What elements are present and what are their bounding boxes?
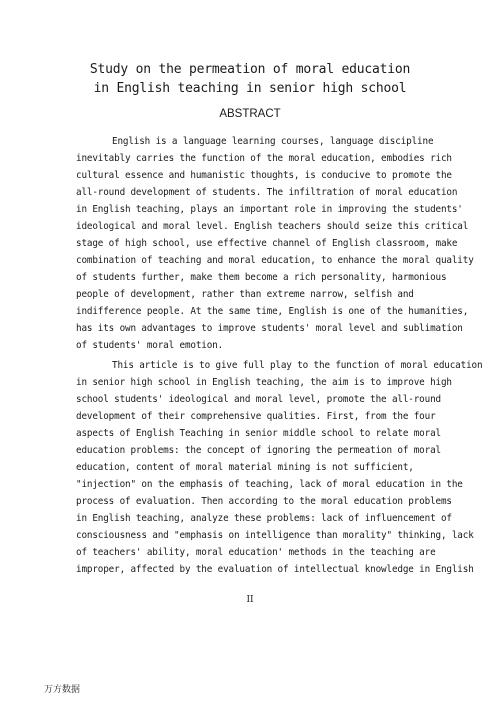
title-line-2: in English teaching in senior high school — [93, 81, 407, 96]
text-line: has its own advantages to improve students' moral level and sublimation — [76, 323, 463, 334]
text-line: process of evaluation. Then according to the moral education problems — [76, 496, 452, 507]
text-line: school students' ideological and moral level, promote the all-round — [76, 394, 441, 405]
text-line: in English teaching, plays an important role in improving the students' — [76, 204, 463, 215]
text-line: of students further, make them become a rich personality, harmonious — [76, 272, 447, 283]
text-line: education problems: the concept of ignoring the permeation of moral — [76, 445, 441, 456]
text-line: of teachers' ability, moral education' methods in the teaching are — [76, 547, 436, 558]
text-line: in English teaching, analyze these problems: lack of influencement of — [76, 513, 452, 524]
text-line: This article is to give full play to the function of moral education — [112, 360, 483, 371]
text-line: improper, affected by the evaluation of intellectual knowledge in English — [76, 564, 474, 575]
title-line-1: Study on the permeation of moral education — [89, 62, 411, 77]
text-line: development of their comprehensive qualities. First, from the four — [76, 411, 436, 422]
text-line: consciousness and "emphasis on intelligence than morality" thinking, lack — [76, 530, 474, 541]
text-line: stage of high school, use effective channel of English classroom, make — [76, 238, 458, 249]
text-line: combination of teaching and moral education, to enhance the moral quality — [76, 255, 474, 266]
text-line: of students' moral emotion. — [76, 340, 224, 351]
text-line: "injection" on the emphasis of teaching, lack of moral education in the — [76, 479, 463, 490]
text-line: inevitably carries the function of the moral education, embodies rich — [76, 153, 452, 164]
text-line: people of development, rather than extreme narrow, selfish and — [76, 289, 414, 300]
abstract-heading: ABSTRACT — [219, 108, 281, 120]
page-number: II — [246, 595, 254, 605]
text-line: ideological and moral level. English teachers should seize this critical — [76, 221, 469, 232]
text-line: education, content of moral material mining is not sufficient, — [76, 462, 414, 473]
text-line: all-round development of students. The infiltration of moral education — [76, 187, 458, 198]
text-line: indifference people. At the same time, English is one of the humanities, — [76, 306, 469, 317]
watermark-text: 万方数据 — [44, 685, 81, 695]
text-line: in senior high school in English teaching, the aim is to improve high — [76, 377, 452, 388]
text-line: cultural essence and humanistic thoughts, is conducive to promote the — [76, 170, 452, 181]
text-line: English is a language learning courses, language discipline — [112, 136, 434, 147]
text-line: aspects of English Teaching in senior middle school to relate moral — [76, 428, 441, 439]
